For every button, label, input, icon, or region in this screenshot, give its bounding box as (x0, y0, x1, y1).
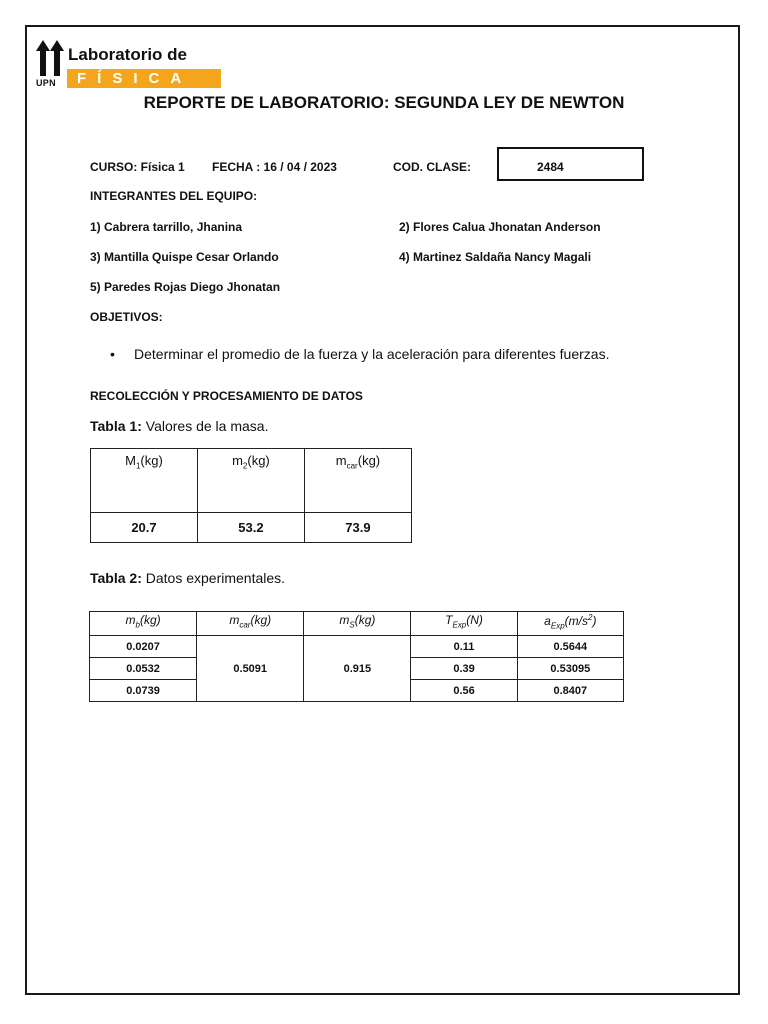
table-cell: 0.53095 (517, 658, 623, 680)
table1-caption (90, 418, 268, 434)
table-header-cell: $M_1(kg)$ (91, 449, 198, 513)
table-header-row (91, 449, 412, 513)
table-cell: 0.8407 (517, 680, 623, 702)
table1-caption-text: Valores de la masa. (141, 418, 269, 434)
table-cell: 0.56 (411, 680, 517, 702)
experimental-data-table (89, 611, 624, 702)
team-member-3: 3) Mantilla Quispe Cesar Orlando (90, 250, 279, 264)
table1-caption-label: Tabla 1: (90, 418, 142, 434)
class-code-value: 2484 (537, 160, 564, 174)
table-cell: 0.39 (411, 658, 517, 680)
class-code-box (497, 147, 644, 181)
class-code-label: COD. CLASE: (393, 160, 471, 174)
table-header-cell: $a_{Exp}(m/s^2)$ (517, 612, 623, 636)
table2-caption (90, 570, 285, 586)
upn-arrows-icon (36, 40, 64, 76)
team-member-5: 5) Paredes Rojas Diego Jhonatan (90, 280, 281, 294)
table-header-cell: $m_{car}(kg)$ (304, 449, 411, 513)
table-cell: 0.0207 (90, 636, 197, 658)
objective-bullet: • (110, 346, 115, 362)
table-cell: 20.7 (91, 513, 198, 543)
lab-logo (36, 40, 193, 90)
table-cell: 53.2 (197, 513, 304, 543)
report-title: REPORTE DE LABORATORIO: SEGUNDA LEY DE NEWTON (143, 93, 625, 112)
objective-item: Determinar el promedio de la fuerza y la aceleración para diferentes fuerzas. (134, 346, 610, 362)
objectives-heading: OBJETIVOS: (90, 310, 163, 324)
table-cell: 0.0739 (90, 680, 197, 702)
logo-upn-text: UPN (36, 78, 56, 88)
table-header-cell: $m_b(kg)$ (90, 612, 197, 636)
table-header-cell: $m_2(kg)$ (197, 449, 304, 513)
course-label: CURSO: Física 1 (90, 160, 185, 174)
table2-caption-label: Tabla 2: (90, 570, 142, 586)
table2-caption-text: Datos experimentales. (141, 570, 286, 586)
table-cell-mcar: 0.5091 (197, 636, 304, 702)
team-member-1: 1) Cabrera tarrillo, Jhanina (90, 220, 243, 234)
table-cell: 0.0532 (90, 658, 197, 680)
section-heading: RECOLECCIÓN Y PROCESAMIENTO DE DATOS (90, 389, 363, 403)
table-header-row (90, 612, 624, 636)
logo-fisica-band: FÍSICA (67, 69, 221, 88)
logo-lab-text: Laboratorio de (68, 45, 188, 64)
team-member-4: 4) Martinez Saldaña Nancy Magali (399, 250, 592, 264)
table-header-cell: $m_{car}(kg)$ (197, 612, 304, 636)
mass-table (90, 448, 412, 543)
team-heading: INTEGRANTES DEL EQUIPO: (90, 189, 258, 203)
table-cell: 0.11 (411, 636, 517, 658)
table-cell: 0.5644 (517, 636, 623, 658)
table-header-cell: $m_S(kg)$ (304, 612, 411, 636)
team-member-2: 2) Flores Calua Jhonatan Anderson (399, 220, 601, 234)
table-cell: 73.9 (304, 513, 411, 543)
table-cell-ms: 0.915 (304, 636, 411, 702)
table-row (91, 513, 412, 543)
table-row (90, 636, 624, 658)
table-header-cell: $T_{Exp}(N)$ (411, 612, 517, 636)
date-label: FECHA : 16 / 04 / 2023 (212, 160, 337, 174)
